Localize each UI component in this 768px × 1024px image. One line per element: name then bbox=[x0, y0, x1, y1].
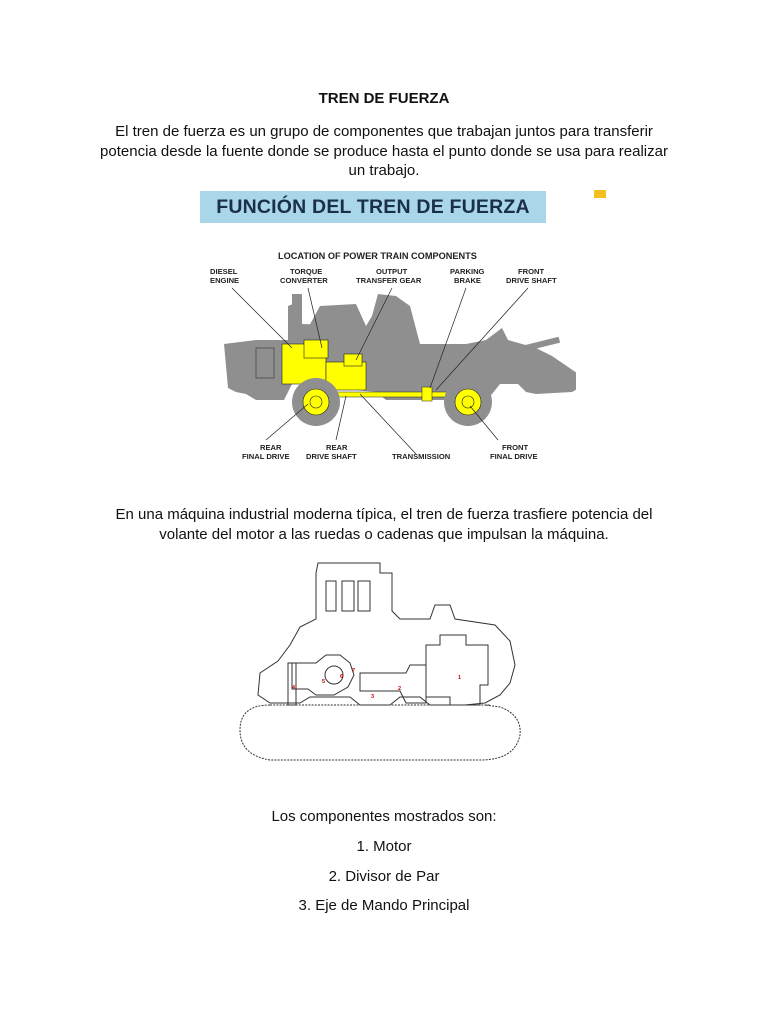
svg-text:BRAKE: BRAKE bbox=[454, 276, 482, 285]
svg-text:ENGINE: ENGINE bbox=[210, 276, 240, 285]
label-2: 2 bbox=[398, 686, 402, 692]
svg-text:FINAL DRIVE: FINAL DRIVE bbox=[242, 452, 290, 461]
components-list bbox=[0, 838, 768, 927]
label-5: 5 bbox=[322, 679, 326, 685]
page-title: TREN DE FUERZA bbox=[318, 90, 450, 107]
intro-paragraph: El tren de fuerza es un grupo de componentes que trabajan juntos para transferir potencia desde la fuente donde se produce hasta el punto donde se usa para realizar un trabajo. bbox=[100, 123, 668, 179]
label-parking-brake: PARKING bbox=[450, 267, 485, 276]
figure1-banner bbox=[200, 191, 546, 223]
label-torque-converter: TORQUE bbox=[290, 267, 323, 276]
svg-text:DRIVE SHAFT: DRIVE SHAFT bbox=[306, 452, 357, 461]
label-1: 1 bbox=[458, 675, 462, 681]
tractor-outline-diagram bbox=[230, 555, 530, 765]
svg-text:FINAL DRIVE: FINAL DRIVE bbox=[490, 452, 538, 461]
label-6: 6 bbox=[340, 674, 344, 680]
component-outlines bbox=[288, 635, 488, 705]
components-intro: Los componentes mostrados son: bbox=[271, 808, 497, 825]
label-transmission: TRANSMISSION bbox=[392, 452, 451, 461]
label-front-final-drive: FRONT bbox=[502, 443, 529, 452]
svg-text:DRIVE SHAFT: DRIVE SHAFT bbox=[506, 276, 557, 285]
label-front-drive-shaft: FRONT bbox=[518, 267, 545, 276]
rear-wheel bbox=[292, 378, 340, 426]
label-7: 7 bbox=[352, 668, 356, 674]
label-4: 4 bbox=[292, 685, 296, 691]
list-item: 3. Eje de Mando Principal bbox=[298, 897, 470, 914]
diagram-heading: LOCATION OF POWER TRAIN COMPONENTS bbox=[278, 251, 477, 261]
power-train-diagram bbox=[196, 244, 576, 469]
track-outline bbox=[240, 705, 520, 760]
figure1-banner-text: FUNCIÓN DEL TREN DE FUERZA bbox=[216, 196, 530, 218]
list-item: 1. Motor bbox=[356, 838, 412, 855]
list-item: 2. Divisor de Par bbox=[328, 867, 440, 885]
front-wheel bbox=[444, 378, 492, 426]
tractor-outline bbox=[258, 563, 515, 705]
loader-silhouette bbox=[224, 294, 576, 400]
label-rear-final-drive: REAR bbox=[260, 443, 282, 452]
second-paragraph: En una máquina industrial moderna típica, el tren de fuerza trasfiere potencia del volante del motor a las ruedas o cadenas que impulsan la máquina. bbox=[115, 506, 653, 543]
svg-text:CONVERTER: CONVERTER bbox=[280, 276, 328, 285]
label-output-transfer-gear: OUTPUT bbox=[376, 267, 408, 276]
banner-mark bbox=[594, 190, 606, 198]
label-diesel-engine: DIESEL bbox=[210, 267, 238, 276]
svg-text:TRANSFER GEAR: TRANSFER GEAR bbox=[356, 276, 422, 285]
label-3: 3 bbox=[371, 694, 375, 700]
engine-component bbox=[282, 340, 328, 384]
label-rear-drive-shaft: REAR bbox=[326, 443, 348, 452]
